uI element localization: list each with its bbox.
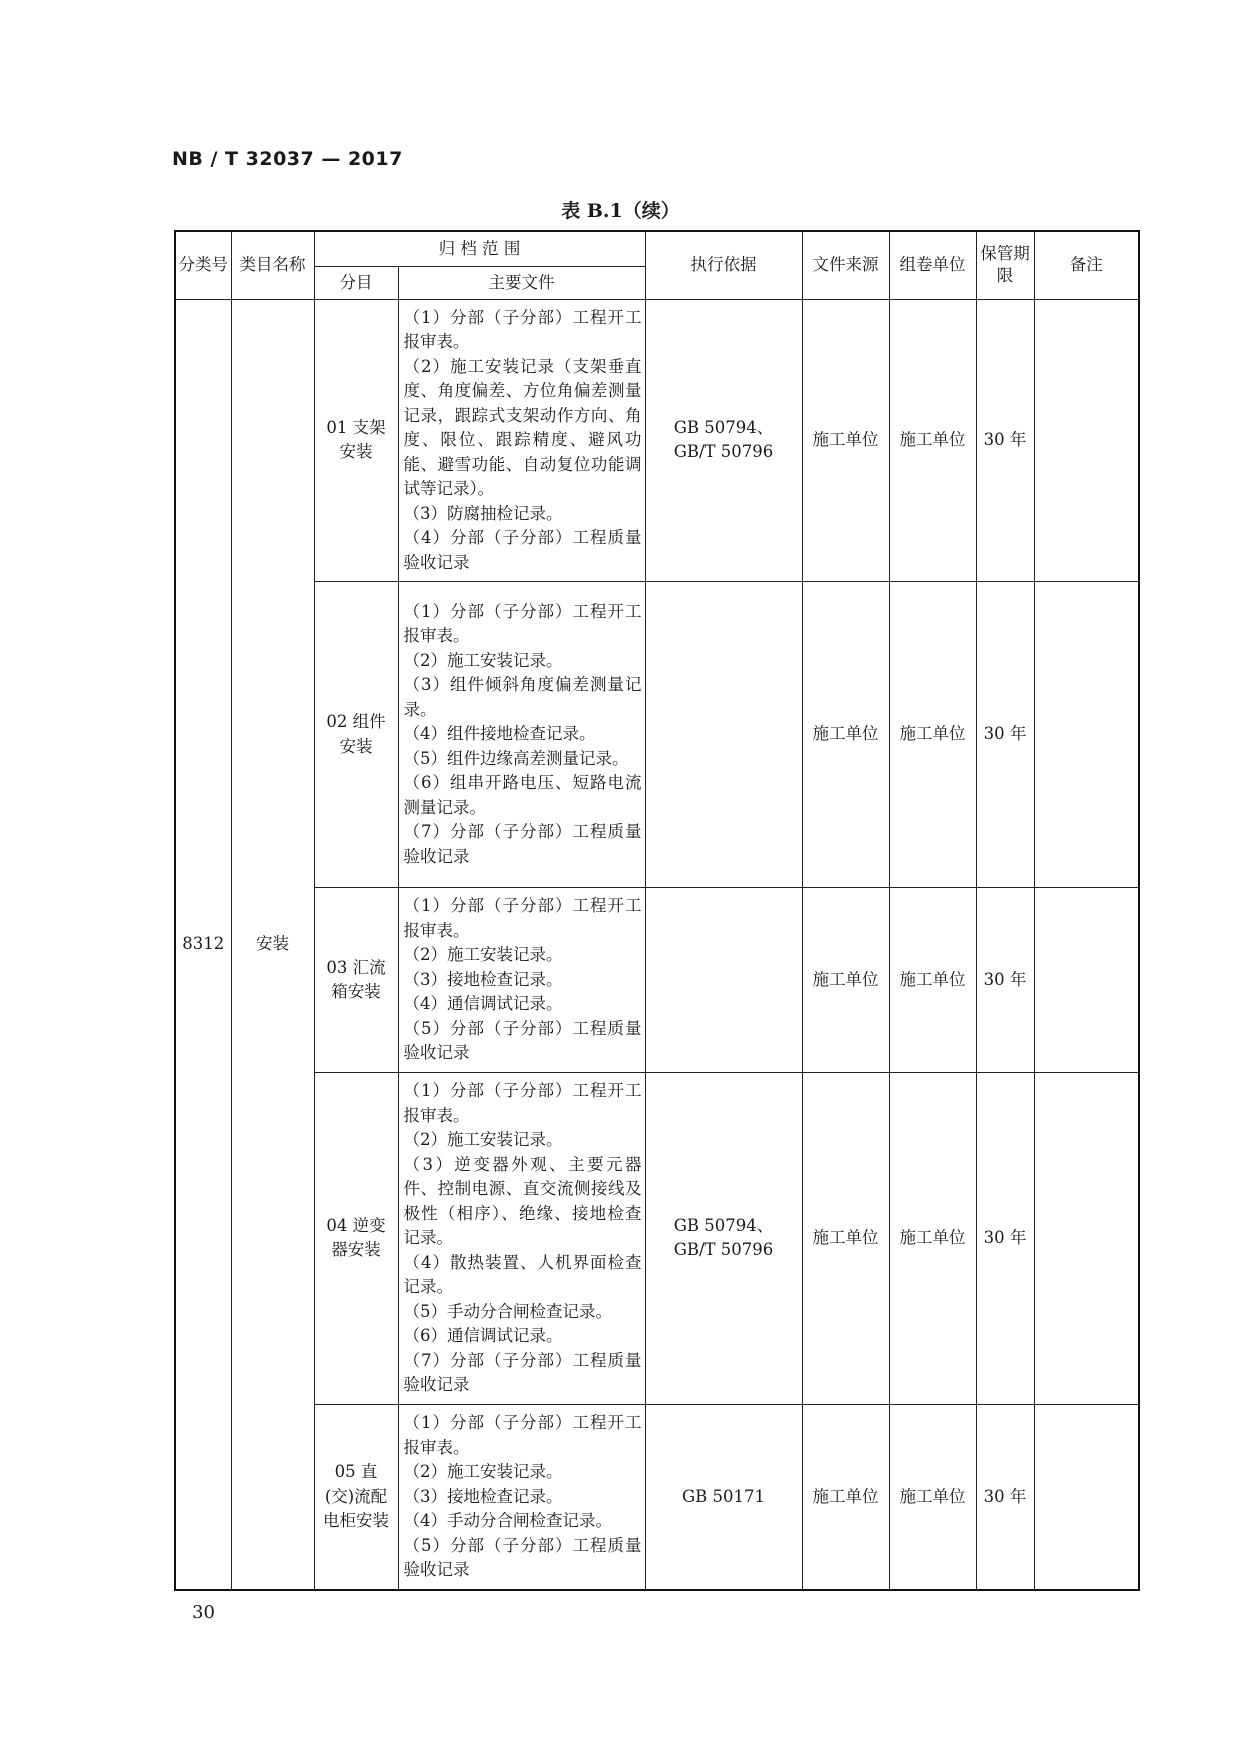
file-item: （4）手动分合闸检查记录。 bbox=[403, 1511, 612, 1530]
file-item: （5）组件边缘高差测量记录。 bbox=[403, 748, 629, 768]
subitem-cell: 01 支架安装 bbox=[314, 299, 398, 582]
file-item: （3）防腐抽检记录。 bbox=[403, 503, 563, 523]
header-class-no: 分类号 bbox=[175, 231, 231, 299]
header-category-name: 类目名称 bbox=[231, 231, 314, 299]
header-retention: 保管期限 bbox=[976, 231, 1034, 299]
retention-cell: 30 年 bbox=[976, 888, 1034, 1073]
basis-cell: GB 50794、GB/T 50796 bbox=[645, 1073, 802, 1405]
basis-cell: GB 50794、GB/T 50796 bbox=[645, 299, 802, 582]
standard-code: NB / T 32037 — 2017 bbox=[172, 148, 403, 170]
file-item: （2）施工安装记录。 bbox=[403, 945, 563, 965]
file-item: （1）分部（子分部）工程开工报审表。 bbox=[403, 1081, 642, 1125]
file-item: （2）施工安装记录（支架垂直度、角度偏差、方位角偏差测量记录，跟踪式支架动作方向、角度、限位、跟踪精度、避风功能、避雪功能、自动复位功能调试等记录）。 bbox=[403, 356, 642, 498]
source-cell: 施工单位 bbox=[802, 1073, 889, 1405]
table-row bbox=[175, 1404, 1139, 1590]
assembler-cell: 施工单位 bbox=[889, 582, 976, 888]
file-item: （5）手动分合闸检查记录。 bbox=[403, 1301, 612, 1321]
archive-table bbox=[174, 230, 1140, 1591]
basis-cell bbox=[645, 582, 802, 888]
header-main-files: 主要文件 bbox=[398, 266, 645, 299]
table-row bbox=[175, 582, 1139, 888]
file-item: （3）组件倾斜角度偏差测量记录。 bbox=[403, 675, 642, 719]
file-item: （1）分部（子分部）工程开工报审表。 bbox=[403, 896, 642, 940]
retention-cell: 30 年 bbox=[976, 582, 1034, 888]
header-source: 文件来源 bbox=[802, 231, 889, 299]
file-item: （2）施工安装记录。 bbox=[403, 1130, 563, 1149]
table-row bbox=[175, 888, 1139, 1073]
header-assembler: 组卷单位 bbox=[889, 231, 976, 299]
assembler-cell: 施工单位 bbox=[889, 1073, 976, 1405]
source-cell: 施工单位 bbox=[802, 299, 889, 582]
file-item: （7）分部（子分部）工程质量验收记录 bbox=[403, 822, 642, 866]
file-item: （4）组件接地检查记录。 bbox=[403, 724, 596, 744]
class-no-cell: 8312 bbox=[175, 299, 231, 1590]
retention-cell: 30 年 bbox=[976, 299, 1034, 582]
main-files-cell bbox=[398, 582, 645, 888]
assembler-cell: 施工单位 bbox=[889, 1404, 976, 1590]
file-item: （4）分部（子分部）工程质量验收记录 bbox=[403, 528, 642, 572]
file-item: （7）分部（子分部）工程质量验收记录 bbox=[403, 1350, 642, 1394]
remarks-cell bbox=[1034, 582, 1139, 888]
remarks-cell bbox=[1034, 299, 1139, 582]
header-remarks: 备注 bbox=[1034, 231, 1139, 299]
main-files-cell bbox=[398, 299, 645, 582]
table-row bbox=[175, 1073, 1139, 1405]
subitem-cell: 02 组件安装 bbox=[314, 582, 398, 888]
retention-cell: 30 年 bbox=[976, 1404, 1034, 1590]
file-item: （6）通信调试记录。 bbox=[403, 1326, 563, 1345]
category-name-cell: 安装 bbox=[231, 299, 314, 1590]
subitem-cell: 03 汇流箱安装 bbox=[314, 888, 398, 1073]
file-item: （1）分部（子分部）工程开工报审表。 bbox=[403, 307, 642, 351]
file-item: （4）散热装置、人机界面检查记录。 bbox=[403, 1252, 642, 1296]
file-item: （1）分部（子分部）工程开工报审表。 bbox=[403, 1413, 642, 1457]
main-files-cell bbox=[398, 888, 645, 1073]
subitem-cell: 04 逆变器安装 bbox=[314, 1073, 398, 1405]
remarks-cell bbox=[1034, 1073, 1139, 1405]
table-row bbox=[175, 299, 1139, 582]
file-item: （2）施工安装记录。 bbox=[403, 650, 563, 670]
page-number: 30 bbox=[192, 1602, 215, 1623]
file-item: （3）接地检查记录。 bbox=[403, 1486, 563, 1506]
header-basis: 执行依据 bbox=[645, 231, 802, 299]
file-item: （4）通信调试记录。 bbox=[403, 994, 563, 1014]
main-files-cell bbox=[398, 1404, 645, 1590]
retention-cell: 30 年 bbox=[976, 1073, 1034, 1405]
file-item: （2）施工安装记录。 bbox=[403, 1462, 563, 1481]
remarks-cell bbox=[1034, 888, 1139, 1073]
subitem-cell: 05 直(交)流配电柜安装 bbox=[314, 1404, 398, 1590]
file-item: （6）组串开路电压、短路电流测量记录。 bbox=[403, 773, 642, 817]
source-cell: 施工单位 bbox=[802, 1404, 889, 1590]
file-item: （3）逆变器外观、主要元器件、控制电源、直交流侧接线及极性（相序）、绝缘、接地检查记录。 bbox=[403, 1154, 642, 1247]
file-item: （3）接地检查记录。 bbox=[403, 969, 563, 989]
file-item: （1）分部（子分部）工程开工报审表。 bbox=[403, 601, 642, 646]
remarks-cell bbox=[1034, 1404, 1139, 1590]
source-cell: 施工单位 bbox=[802, 888, 889, 1073]
file-item: （5）分部（子分部）工程质量验收记录 bbox=[403, 1535, 642, 1579]
file-item: （5）分部（子分部）工程质量验收记录 bbox=[403, 1018, 642, 1063]
basis-cell: GB 50171 bbox=[645, 1404, 802, 1590]
basis-cell bbox=[645, 888, 802, 1073]
assembler-cell: 施工单位 bbox=[889, 299, 976, 582]
table-caption: 表 B.1（续） bbox=[561, 200, 680, 222]
header-subitem: 分目 bbox=[314, 266, 398, 299]
header-archive-scope: 归 档 范 围 bbox=[314, 231, 645, 266]
assembler-cell: 施工单位 bbox=[889, 888, 976, 1073]
source-cell: 施工单位 bbox=[802, 582, 889, 888]
main-files-cell bbox=[398, 1073, 645, 1405]
table-body bbox=[175, 299, 1139, 1590]
